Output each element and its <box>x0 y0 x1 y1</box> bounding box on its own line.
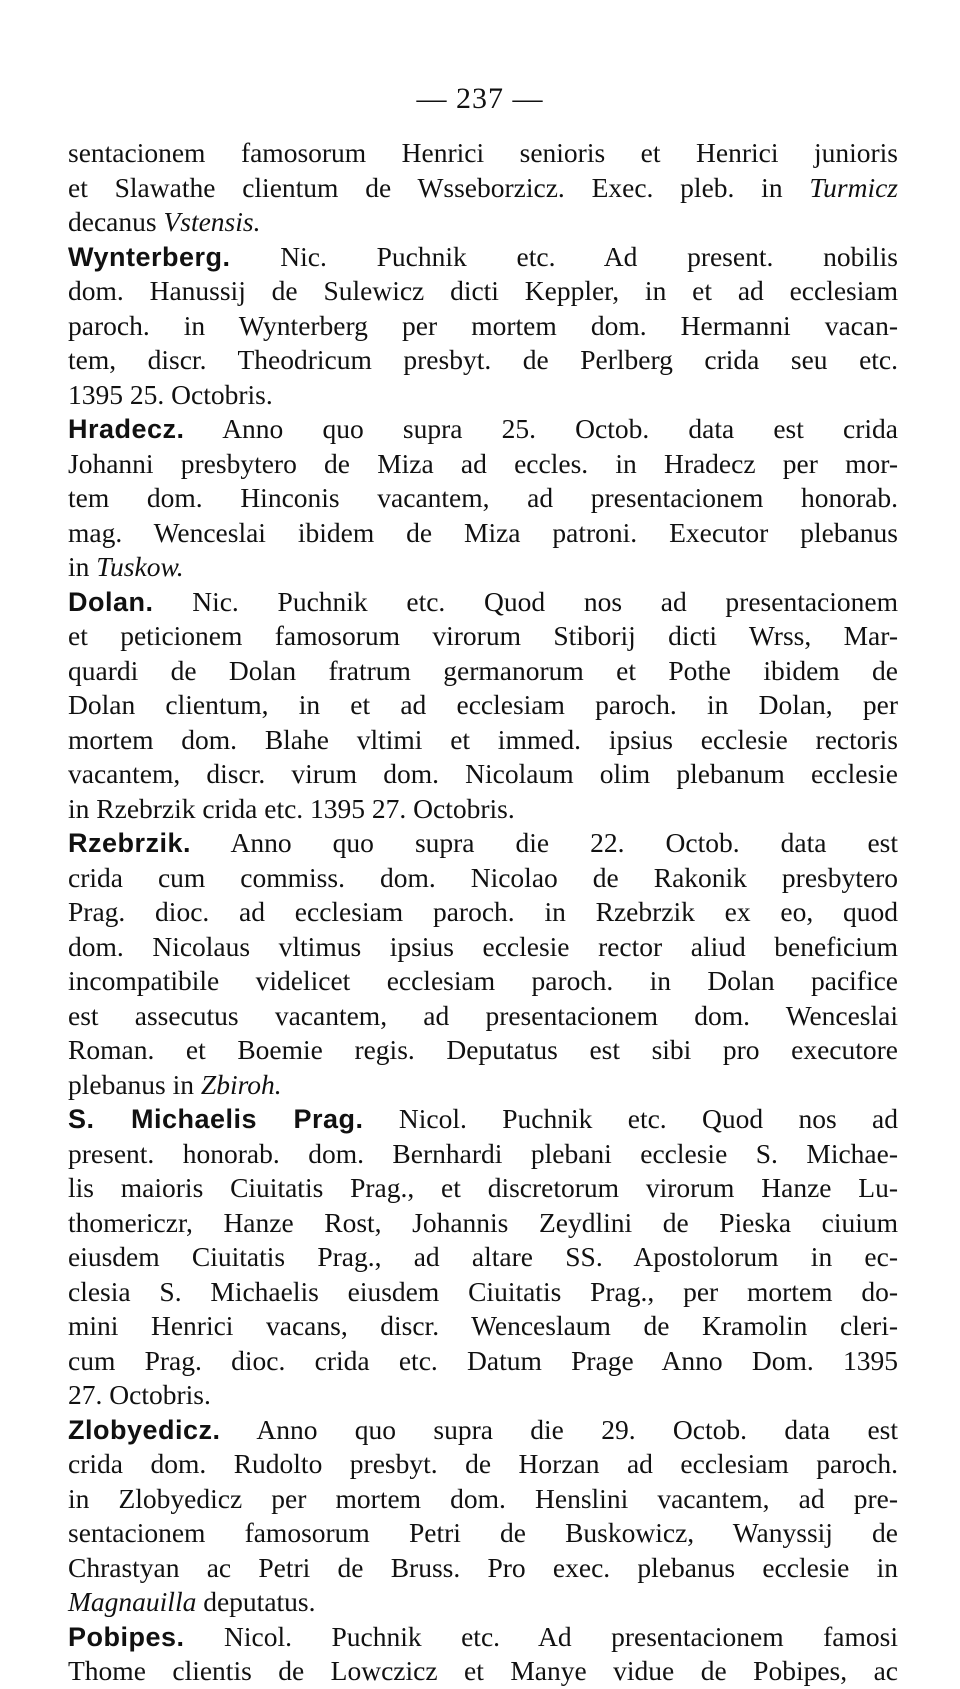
text-line <box>68 964 898 999</box>
text-line <box>68 1516 898 1551</box>
text-line <box>68 1309 898 1344</box>
entry-heading: Zlobyedicz. <box>68 1414 221 1445</box>
text-segment: decanus <box>68 206 164 237</box>
text-segment: mini Henrici vacans, discr. Wenceslaum de Kramolin cleri- <box>68 1310 898 1341</box>
text-line <box>68 378 898 413</box>
text-line <box>68 1137 898 1172</box>
text-line <box>68 1068 898 1103</box>
text-line <box>68 895 898 930</box>
entry-heading: Wynterberg. <box>68 241 231 272</box>
text-segment: quardi de Dolan fratrum germanorum et Pothe ibidem de <box>68 654 898 686</box>
text-segment: crida dom. Rudolto presbyt. de Horzan ad ecclesiam paroch. <box>68 1448 898 1479</box>
text-line <box>68 1206 898 1241</box>
text-line <box>68 792 898 827</box>
text-line <box>68 1275 898 1310</box>
text-segment: paroch. in Wynterberg per mortem dom. Hermanni vacan- <box>68 309 898 341</box>
text-segment: Anno quo supra die 29. Octob. data est <box>220 1413 898 1445</box>
text-segment: et peticionem famosorum virorum Stiborij dicti Wrss, Mar- <box>68 620 898 651</box>
text-segment: 27. Octobris. <box>68 1379 211 1410</box>
text-segment: cum Prag. dioc. crida etc. Datum Prage Anno Dom. 1395 <box>68 1344 898 1376</box>
text-line <box>68 688 898 723</box>
text-segment: tem dom. Hinconis vacantem, ad presentacionem honorab. <box>68 482 898 513</box>
text-line <box>68 1240 898 1275</box>
entry-heading: Rzebrzik. <box>68 828 192 858</box>
text-segment: 1395 25. Octobris. <box>68 378 273 410</box>
text-line <box>68 1378 898 1413</box>
text-line <box>68 654 898 689</box>
text-line <box>68 619 898 654</box>
text-line <box>68 1585 898 1620</box>
italic-place-name: Magnauilla <box>68 1586 197 1617</box>
text-segment: Thome clientis de Lowczicz et Manye vidue de Pobipes, ac <box>68 1655 898 1686</box>
text-line <box>68 1171 898 1206</box>
text-segment: deputatus. <box>196 1586 316 1617</box>
text-line <box>68 1447 898 1482</box>
text-segment: Nic. Puchnik etc. Quod nos ad presentacionem <box>153 585 898 617</box>
text-line <box>68 1620 898 1655</box>
text-line <box>68 930 898 965</box>
text-segment: dom. Nicolaus vltimus ipsius ecclesie rector aliud beneficium <box>68 930 898 962</box>
text-segment: Roman. et Boemie regis. Deputatus est sibi pro executore <box>68 1034 898 1065</box>
text-line <box>68 171 898 206</box>
text-segment: Anno quo supra 25. Octob. data est crida <box>184 413 898 444</box>
text-line <box>68 412 898 447</box>
text-line <box>68 274 898 309</box>
text-segment: Dolan clientum, in et ad ecclesiam paroch. in Dolan, per <box>68 689 898 720</box>
text-segment: tem, discr. Theodricum presbyt. de Perlberg crida seu etc. <box>68 344 898 375</box>
text-segment: vacantem, discr. virum dom. Nicolaum olim plebanum ecclesie <box>68 758 898 789</box>
text-segment: dom. Hanussij de Sulewicz dicti Keppler, in et ad ecclesiam <box>68 275 898 306</box>
text-segment: in <box>68 551 97 582</box>
text-line <box>68 1344 898 1379</box>
text-line <box>68 826 898 861</box>
text-line <box>68 550 898 585</box>
italic-place-name: Tuskow. <box>96 551 184 582</box>
italic-place-name: Zbiroh. <box>200 1068 282 1100</box>
text-line <box>68 205 898 240</box>
text-segment: in Rzebrzik crida etc. 1395 27. Octobris. <box>68 792 515 824</box>
text-segment: in Zlobyedicz per mortem dom. Henslini vacantem, ad pre- <box>68 1482 898 1514</box>
text-segment: incompatibile videlicet ecclesiam paroch. in Dolan pacifice <box>68 965 898 996</box>
text-segment: Nicol. Puchnik etc. Quod nos ad <box>363 1103 899 1134</box>
text-line <box>68 757 898 792</box>
text-segment: clesia S. Michaelis eiusdem Ciuitatis Prag., per mortem do- <box>68 1275 898 1307</box>
text-segment: Nicol. Puchnik etc. Ad presentacionem famosi <box>184 1620 898 1652</box>
text-segment: lis maioris Ciuitatis Prag., et discretorum virorum Hanze Lu- <box>68 1172 898 1203</box>
text-line <box>68 1654 898 1689</box>
text-line <box>68 516 898 551</box>
text-line <box>68 999 898 1034</box>
text-line <box>68 585 898 620</box>
text-segment: thomericzr, Hanze Rost, Johannis Zeydlini de Pieska ciuium <box>68 1206 898 1238</box>
text-segment: Johanni presbytero de Miza ad eccles. in Hradecz per mor- <box>68 447 898 479</box>
italic-place-name: Vstensis. <box>163 206 261 237</box>
text-line <box>68 723 898 758</box>
text-segment: Prag. dioc. ad ecclesiam paroch. in Rzebrzik ex eo, quod <box>68 896 898 927</box>
text-segment: eiusdem Ciuitatis Prag., ad altare SS. Apostolorum in ec- <box>68 1241 898 1272</box>
entry-heading: S. Michaelis Prag. <box>68 1104 364 1134</box>
entry-heading: Pobipes. <box>68 1621 185 1652</box>
text-segment: Nic. Puchnik etc. Ad present. nobilis <box>230 240 898 272</box>
text-segment: Anno quo supra die 22. Octob. data est <box>191 827 898 858</box>
italic-place-name: Turmicz <box>809 171 898 203</box>
text-segment: mag. Wenceslai ibidem de Miza patroni. Executor plebanus <box>68 516 898 548</box>
page-number: — 237 — <box>416 82 544 115</box>
text-segment: mortem dom. Blahe vltimi et immed. ipsius ecclesie rectoris <box>68 723 898 755</box>
text-line <box>68 481 898 516</box>
entry-heading: Hradecz. <box>68 414 185 444</box>
text-line <box>68 1413 898 1448</box>
text-line <box>68 343 898 378</box>
text-segment: sentacionem famosorum Henrici senioris et Henrici junioris <box>68 137 898 168</box>
text-line <box>68 1102 898 1137</box>
text-line <box>68 861 898 896</box>
text-segment: present. honorab. dom. Bernhardi plebani ecclesie S. Michae- <box>68 1137 898 1169</box>
text-segment: plebanus in <box>68 1068 201 1100</box>
text-line <box>68 136 898 171</box>
text-line <box>68 447 898 482</box>
body-text <box>68 136 898 1689</box>
text-segment: et Slawathe clientum de Wsseborzicz. Exec. pleb. in <box>68 171 810 203</box>
text-segment: est assecutus vacantem, ad presentacionem dom. Wenceslai <box>68 999 898 1031</box>
text-segment: sentacionem famosorum Petri de Buskowicz, Wanyssij de <box>68 1517 898 1548</box>
text-line <box>68 240 898 275</box>
text-line <box>68 1482 898 1517</box>
text-segment: crida cum commiss. dom. Nicolao de Rakonik presbytero <box>68 861 898 893</box>
text-line <box>68 1551 898 1586</box>
text-line <box>68 1033 898 1068</box>
entry-heading: Dolan. <box>68 586 154 617</box>
text-segment: Chrastyan ac Petri de Bruss. Pro exec. plebanus ecclesie in <box>68 1551 898 1583</box>
text-line <box>68 309 898 344</box>
